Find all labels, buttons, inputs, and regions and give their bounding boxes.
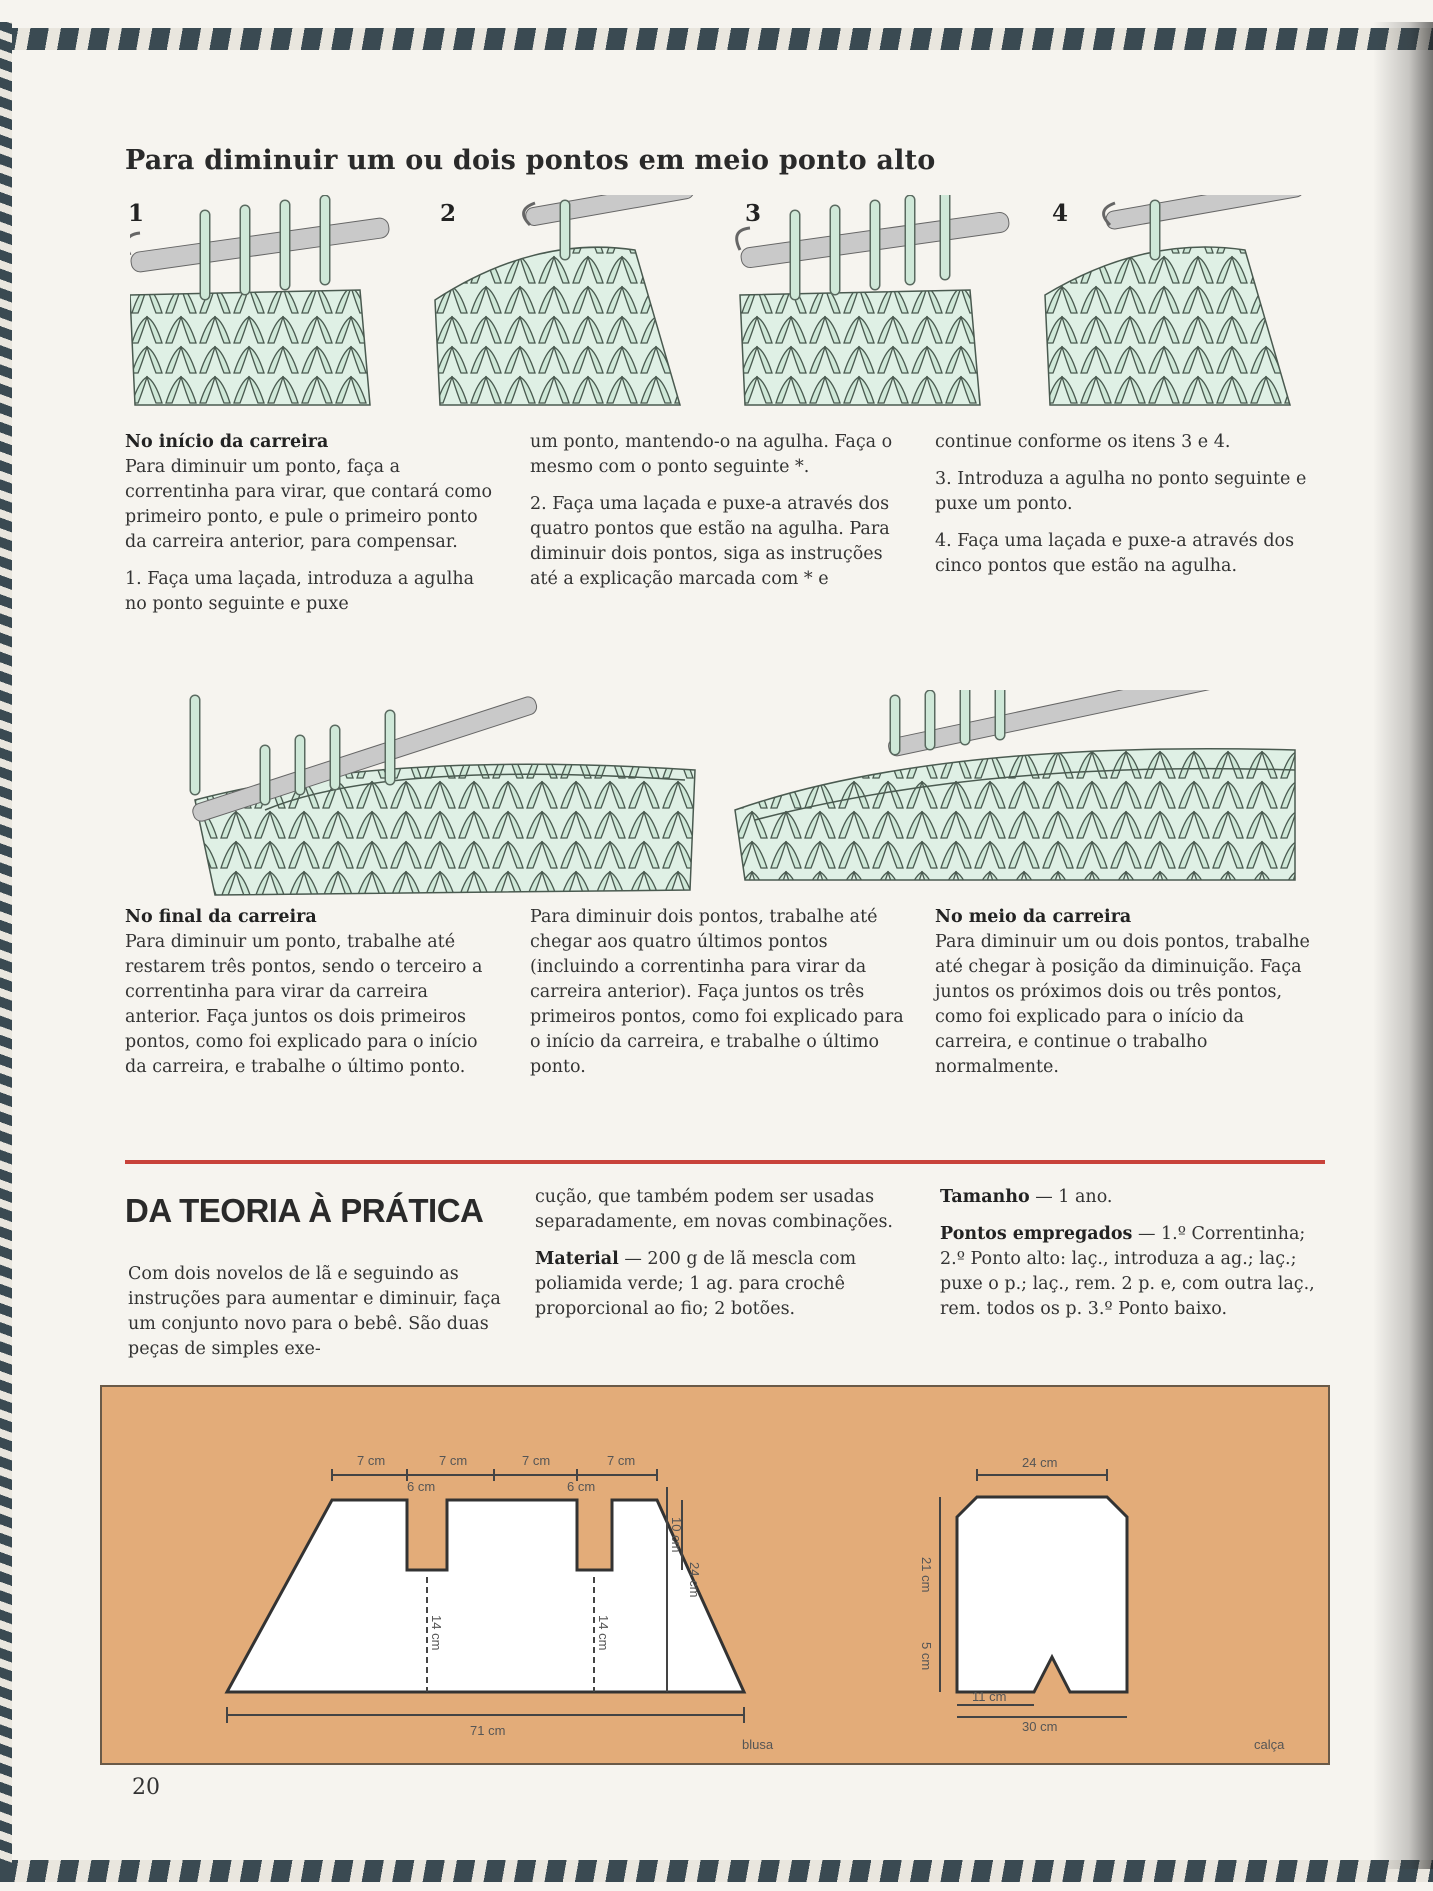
page-edge-shadow [1373, 22, 1433, 1869]
section-divider [125, 1160, 1325, 1164]
calca-dim-top: 24 cm [1022, 1455, 1058, 1470]
points-label: Pontos empregados [940, 1224, 1133, 1244]
points-paragraph [940, 1222, 1315, 1322]
step-number-1: 1 [128, 200, 145, 227]
blusa-label: blusa [742, 1737, 774, 1752]
practice-heading: DA TEORIA À PRÁTICA [125, 1192, 484, 1229]
step-number-2: 2 [440, 200, 457, 227]
blusa-dim-bottom: 71 cm [470, 1723, 506, 1738]
text-column-3 [935, 430, 1315, 591]
blusa-dim-top-2: 7 cm [439, 1453, 468, 1468]
step-illustrations [130, 195, 1310, 410]
blusa-side-10: 10 cm [669, 1517, 684, 1553]
paragraph: Para diminuir dois pontos, trabalhe até chegar aos quatro últimos pontos (incluindo a correntinha para virar da carreira anterior). Faça juntos os três primeiros pontos, como foi explicado para o início da carreira, e trabalhe o último ponto. [530, 907, 904, 1077]
page-number: 20 [132, 1775, 160, 1800]
illustration-step-2 [435, 195, 695, 405]
blusa-dim-top-4: 7 cm [607, 1453, 636, 1468]
paragraph: cução, que também podem ser usadas separadamente, em novas combinações. [535, 1187, 893, 1232]
material-label: Material [535, 1249, 619, 1269]
blusa-slit-1: 14 cm [429, 1615, 444, 1651]
size-label: Tamanho [940, 1187, 1030, 1207]
heading-meio-carreira: No meio da carreira [935, 907, 1132, 927]
text-column-1 [125, 430, 495, 629]
paragraph: Para diminuir um ponto, trabalhe até restarem três pontos, sendo o terceiro a correntinha para virar da carreira anterior. Faça juntos os dois primeiros pontos, como foi explicado para o início da carreira, e trabalhe o último ponto. [125, 932, 483, 1077]
text-column-7 [128, 1262, 503, 1374]
illustration-step-1 [130, 200, 390, 405]
paragraph: continue conforme os itens 3 e 4. [935, 432, 1231, 452]
material-paragraph [535, 1247, 910, 1322]
paragraph: Para diminuir um ou dois pontos, trabalhe até chegar à posição da diminuição. Faça juntos os próximos dois ou três pontos, como foi explicado para o início da carreira, e continue o trabalho normalmente. [935, 932, 1310, 1077]
top-border [0, 28, 1433, 50]
left-border [0, 22, 12, 1869]
calca-side-21: 21 cm [919, 1557, 934, 1593]
illustration-step-3 [737, 195, 1010, 405]
calca-dim-11: 11 cm [972, 1689, 1007, 1704]
blusa-slit-2: 14 cm [596, 1615, 611, 1651]
paragraph: Com dois novelos de lã e seguindo as instruções para aumentar e diminuir, faça um conjunto novo para o bebê. São duas peças de simples exe- [128, 1264, 501, 1359]
bottom-border [0, 1860, 1433, 1882]
row-end-illustrations [185, 690, 1315, 900]
points-text: — 1.º Correntinha; 2.º Ponto alto: laç., introduza a ag.; laç.; puxe o p.; laç., rem. 2 p. e, com outra laç., rem. todos os p. 3.º Ponto baixo. [940, 1224, 1315, 1319]
paragraph: 4. Faça uma laçada e puxe-a através dos cinco pontos que estão na agulha. [935, 531, 1295, 576]
text-column-5 [530, 905, 905, 1092]
calca-dim-30: 30 cm [1022, 1719, 1058, 1734]
heading-inicio-carreira: No início da carreira [125, 432, 329, 452]
blusa-pattern [227, 1453, 774, 1752]
text-column-2 [530, 430, 905, 604]
paragraph: um ponto, mantendo-o na agulha. Faça o mesmo com o ponto seguinte *. [530, 432, 893, 477]
paragraph: 2. Faça uma laçada e puxe-a através dos quatro pontos que estão na agulha. Para diminuir dois pontos, siga as instruções até a explicação marcada com * e [530, 494, 890, 589]
step-number-3: 3 [745, 200, 762, 227]
page-title: Para diminuir um ou dois pontos em meio ponto alto [125, 145, 936, 176]
illustration-middle-of-row [735, 690, 1295, 880]
calca-label: calça [1254, 1737, 1285, 1752]
blusa-side-24: 24 cm [687, 1562, 702, 1598]
illustration-step-4 [1045, 195, 1305, 405]
blusa-dim-top-1: 7 cm [357, 1453, 386, 1468]
text-column-4 [125, 905, 495, 1092]
blusa-dim-inner-1: 6 cm [407, 1479, 436, 1494]
text-column-8 [535, 1185, 910, 1334]
pattern-shapes [102, 1387, 1328, 1763]
paragraph: Para diminuir um ponto, faça a correntinha para virar, que contará como primeiro ponto, e pule o primeiro ponto da carreira anterior, para compensar. [125, 457, 493, 552]
calca-pattern [919, 1455, 1285, 1752]
step-number-4: 4 [1052, 200, 1069, 227]
size-paragraph [940, 1185, 1315, 1210]
blusa-dim-inner-2: 6 cm [567, 1479, 596, 1494]
pattern-diagram [100, 1385, 1330, 1765]
illustration-end-of-row [191, 695, 695, 895]
blusa-dim-top-3: 7 cm [522, 1453, 551, 1468]
text-column-9 [940, 1185, 1315, 1334]
text-column-6 [935, 905, 1315, 1092]
material-text: — 200 g de lã mescla com poliamida verde; 1 ag. para crochê proporcional ao fio; 2 botões. [535, 1249, 857, 1319]
heading-final-carreira: No final da carreira [125, 907, 317, 927]
paragraph: 1. Faça uma laçada, introduza a agulha no ponto seguinte e puxe [125, 569, 475, 614]
paragraph: 3. Introduza a agulha no ponto seguinte e puxe um ponto. [935, 469, 1307, 514]
size-text: — 1 ano. [1029, 1187, 1113, 1207]
calca-side-5: 5 cm [919, 1642, 934, 1671]
